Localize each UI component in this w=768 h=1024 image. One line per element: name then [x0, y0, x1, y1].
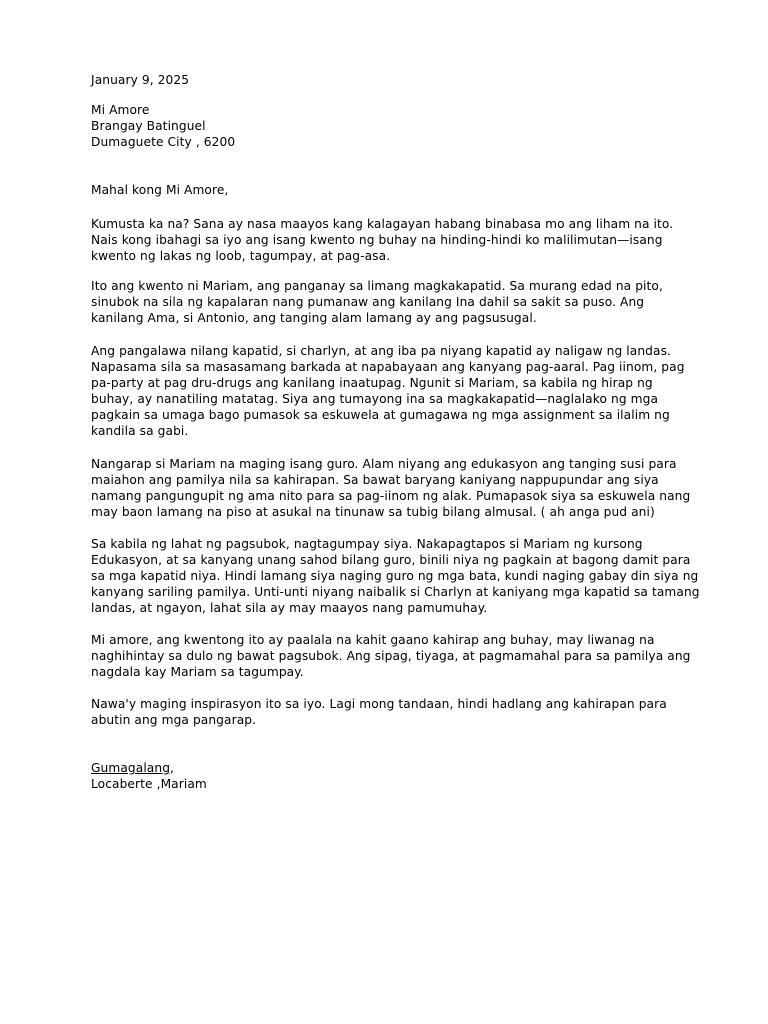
paragraph-3-line-3: pa-party at pag dru-drugs ang kanilang inaatupag. Ngunit si Mariam, sa kabila ng hirap ng	[91, 376, 653, 390]
paragraph-3-line-6: kandila sa gabi.	[91, 424, 189, 438]
paragraph-5-line-3: sa mga kapatid niya. Hindi lamang siya naging guro ng mga bata, kundi naging gabay din siya ng	[91, 569, 699, 583]
recipient-name: Mi Amore	[91, 103, 150, 117]
letter-date: January 9, 2025	[91, 73, 190, 87]
paragraph-2-line-3: kanilang Ama, si Antonio, ang tanging alam lamang ay ang pagsusugal.	[91, 311, 537, 325]
paragraph-2-line-2: sinubok na sila ng kapalaran nang pumanaw ang kanilang Ina dahil sa sakit sa puso. Ang	[91, 295, 645, 309]
paragraph-5-line-2: Edukasyon, at sa kanyang unang sahod bilang guro, binili niya ng pagkain at bagong damit para	[91, 553, 691, 567]
closing-word: Gumagalang	[91, 761, 171, 775]
paragraph-6-line-2: naghihintay sa dulo ng bawat pagsubok. Ang sipag, tiyaga, at pagmamahal para sa pamilya ang	[91, 649, 691, 663]
paragraph-7-line-2: abutin ang mga pangarap.	[91, 713, 257, 727]
paragraph-4-line-2: maiahon ang pamilya nila sa kahirapan. Sa bawat baryang kaniyang nappupundar ang siya	[91, 473, 659, 487]
closing-comma: ,	[170, 761, 175, 775]
paragraph-5-line-4: kanyang sariling pamilya. Unti-unti niyang naibalik si Charlyn at kaniyang mga kapatid sa tamang	[91, 585, 700, 599]
paragraph-3-line-5: pagkain sa umaga bago pumasok sa eskuwela at gumagawa ng mga assignment sa ilalim ng	[91, 408, 670, 422]
recipient-street: Brangay Batinguel	[91, 119, 206, 133]
paragraph-1-line-3: kwento ng lakas ng loob, tagumpay, at pag-asa.	[91, 249, 391, 263]
paragraph-3-line-2: Napasama sila sa masasamang barkada at napabayaan ang kanyang pag-aaral. Pag iinom, pag	[91, 360, 685, 374]
paragraph-3-line-4: buhay, ay nanatiling matatag. Siya ang tumayong ina sa magkakapatid—naglalako ng mga	[91, 392, 659, 406]
paragraph-5-line-1: Sa kabila ng lahat ng pagsubok, nagtagumpay siya. Nakapagtapos si Mariam ng kursong	[91, 537, 643, 551]
recipient-city: Dumaguete City , 6200	[91, 135, 236, 149]
paragraph-4-line-3: namang pangungupit ng ama nito para sa pag-iinom ng alak. Pumapasok siya sa eskuwela nang	[91, 489, 691, 503]
signature-name: Locaberte ,Mariam	[91, 777, 207, 791]
paragraph-6-line-1: Mi amore, ang kwentong ito ay paalala na kahit gaano kahirap ang buhay, may liwanag na	[91, 633, 655, 647]
salutation: Mahal kong Mi Amore,	[91, 183, 229, 197]
paragraph-5-line-5: landas, at ngayon, lahat sila ay may maayos nang pamumuhay.	[91, 601, 488, 615]
paragraph-4-line-1: Nangarap si Mariam na maging isang guro. Alam niyang ang edukasyon ang tanging susi para	[91, 457, 677, 471]
paragraph-2-line-1: Ito ang kwento ni Mariam, ang panganay sa limang magkakapatid. Sa murang edad na pito,	[91, 279, 663, 293]
paragraph-6-line-3: nagdala kay Mariam sa tagumpay.	[91, 665, 304, 679]
paragraph-1-line-2: Nais kong ibahagi sa iyo ang isang kwento ng buhay na hinding-hindi ko malilimutan—isang	[91, 233, 663, 247]
paragraph-4-line-4: may baon lamang na piso at asukal na tinunaw sa tubig bilang almusal. ( ah anga pud ani)	[91, 505, 655, 519]
paragraph-1-line-1: Kumusta ka na? Sana ay nasa maayos kang kalagayan habang binabasa mo ang liham na ito.	[91, 217, 674, 231]
paragraph-7-line-1: Nawa'y maging inspirasyon ito sa iyo. Lagi mong tandaan, hindi hadlang ang kahirapan para	[91, 697, 667, 711]
paragraph-3-line-1: Ang pangalawa nilang kapatid, si charlyn, at ang iba pa niyang kapatid ay naligaw ng landas.	[91, 344, 672, 358]
closing	[91, 760, 174, 776]
